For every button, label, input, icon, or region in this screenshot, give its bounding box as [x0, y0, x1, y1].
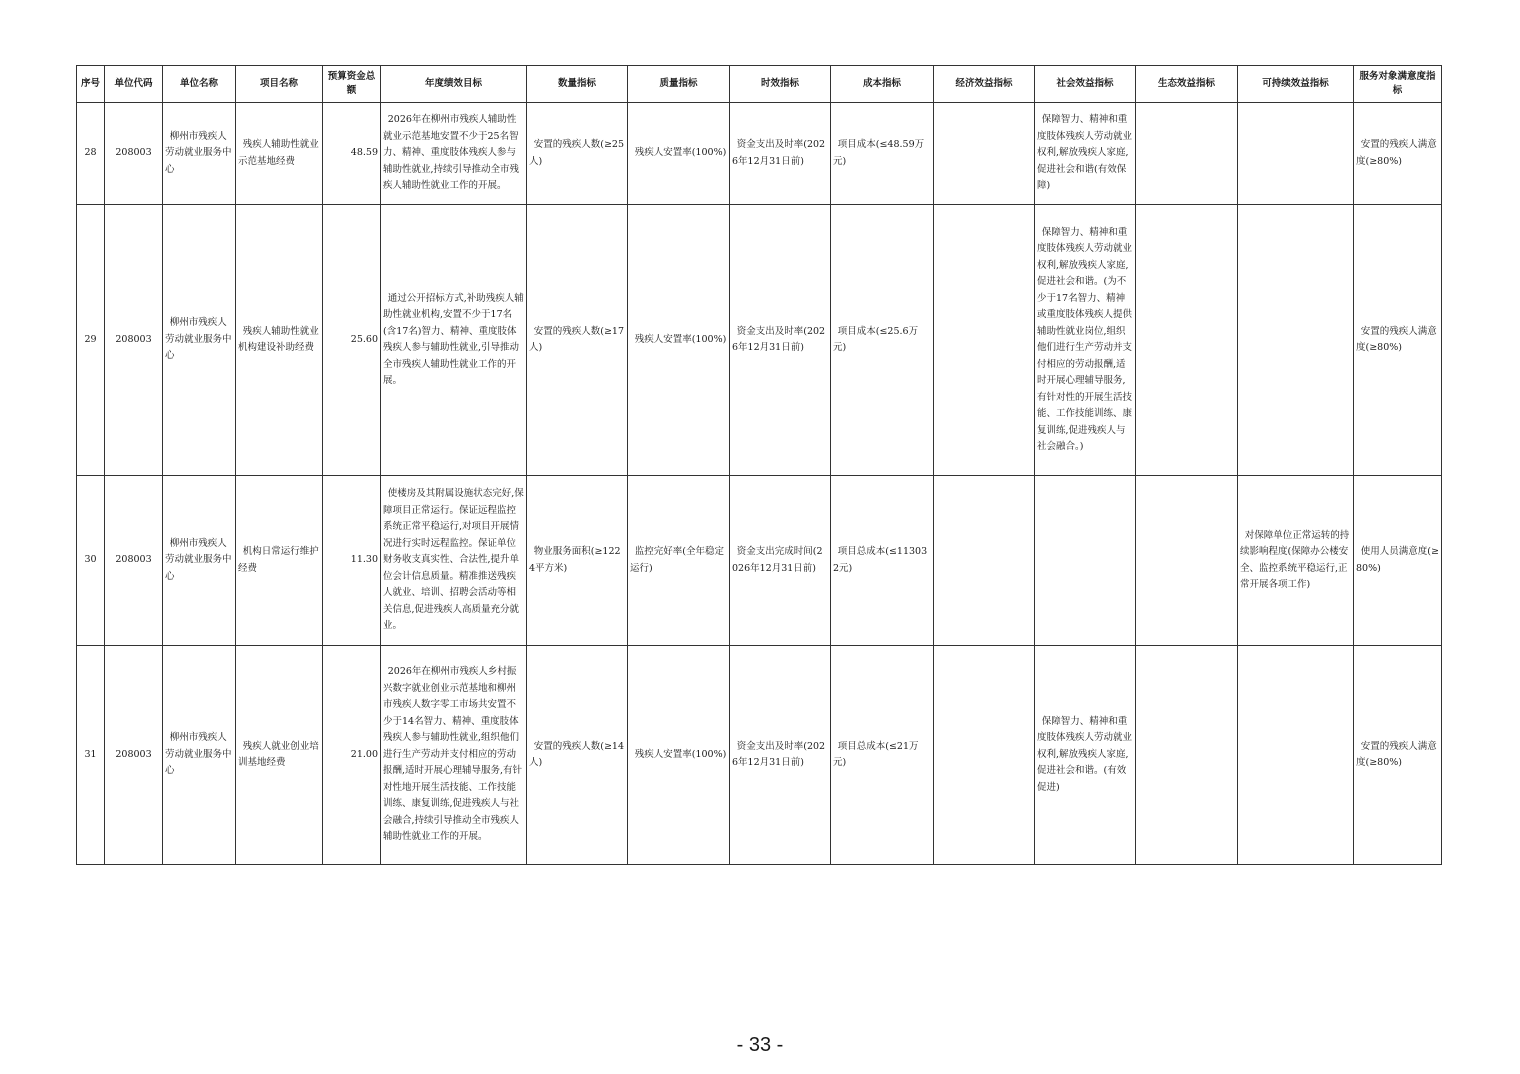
cell-goal: 2026年在柳州市残疾人辅助性就业示范基地安置不少于25名智力、精神、重度肢体残疾人参与辅助性就业,持续引导推动全市残疾人辅助性就业工作的开展。 [381, 103, 527, 205]
header-social: 社会效益指标 [1035, 66, 1136, 103]
cell-no: 31 [77, 646, 105, 865]
cell-cost: 项目成本(≤25.6万元) [831, 205, 934, 476]
cell-satisfaction: 安置的残疾人满意度(≥80%) [1354, 205, 1442, 476]
header-quantity: 数量指标 [527, 66, 628, 103]
performance-table [76, 65, 1442, 865]
cell-quality: 监控完好率(全年稳定运行) [628, 476, 730, 646]
table-row [77, 103, 1442, 205]
cell-timeliness: 资金支出及时率(2026年12月31日前) [730, 646, 831, 865]
cell-satisfaction: 使用人员满意度(≥80%) [1354, 476, 1442, 646]
header-ecological: 生态效益指标 [1136, 66, 1238, 103]
header-no: 序号 [77, 66, 105, 103]
cell-satisfaction: 安置的残疾人满意度(≥80%) [1354, 646, 1442, 865]
cell-quantity: 安置的残疾人数(≥14人) [527, 646, 628, 865]
cell-budget: 21.00 [323, 646, 381, 865]
table-row [77, 205, 1442, 476]
cell-quantity: 安置的残疾人数(≥17人) [527, 205, 628, 476]
cell-no: 29 [77, 205, 105, 476]
cell-sustainable [1238, 205, 1354, 476]
cell-no: 28 [77, 103, 105, 205]
cell-goal: 2026年在柳州市残疾人乡村振兴数字就业创业示范基地和柳州市残疾人数字零工市场共安置不少于14名智力、精神、重度肢体残疾人参与辅助性就业,组织他们进行生产劳动并支付相应的劳动报酬,适时开展心理辅导服务,有针对性地开展生活技能、工作技能训练、康复训练,促进残疾人与社会融合,持续引导推动全市残疾人辅助性就业工作的开展。 [381, 646, 527, 865]
header-quality: 质量指标 [628, 66, 730, 103]
table-row [77, 646, 1442, 865]
header-sustainable: 可持续效益指标 [1238, 66, 1354, 103]
cell-quality: 残疾人安置率(100%) [628, 646, 730, 865]
cell-goal: 使楼房及其附属设施状态完好,保障项目正常运行。保证远程监控系统正常平稳运行,对项目开展情况进行实时远程监控。保证单位财务收支真实性、合法性,提升单位会计信息质量。精准推送残疾人就业、培训、招聘会活动等相关信息,促进残疾人高质量充分就业。 [381, 476, 527, 646]
cell-economic [934, 476, 1035, 646]
cell-social [1035, 476, 1136, 646]
cell-cost: 项目成本(≤48.59万元) [831, 103, 934, 205]
cell-economic [934, 646, 1035, 865]
header-satisfaction: 服务对象满意度指标 [1354, 66, 1442, 103]
cell-cost: 项目总成本(≤113032元) [831, 476, 934, 646]
cell-sustainable [1238, 103, 1354, 205]
cell-unit: 柳州市残疾人劳动就业服务中心 [163, 476, 236, 646]
cell-social: 保障智力、精神和重度肢体残疾人劳动就业权利,解放残疾人家庭,促进社会和谐(有效保障) [1035, 103, 1136, 205]
header-timeliness: 时效指标 [730, 66, 831, 103]
cell-economic [934, 205, 1035, 476]
cell-satisfaction: 安置的残疾人满意度(≥80%) [1354, 103, 1442, 205]
cell-cost: 项目总成本(≤21万元) [831, 646, 934, 865]
cell-social: 保障智力、精神和重度肢体残疾人劳动就业权利,解放残疾人家庭,促进社会和谐。(为不少于17名智力、精神或重度肢体残疾人提供辅助性就业岗位,组织他们进行生产劳动并支付相应的劳动报酬,适时开展心理辅导服务,有针对性的开展生活技能、工作技能训练、康复训练,促进残疾人与社会融合。) [1035, 205, 1136, 476]
cell-unit: 柳州市残疾人劳动就业服务中心 [163, 103, 236, 205]
cell-ecological [1136, 103, 1238, 205]
cell-quality: 残疾人安置率(100%) [628, 205, 730, 476]
header-economic: 经济效益指标 [934, 66, 1035, 103]
cell-sustainable [1238, 646, 1354, 865]
cell-project: 机构日常运行维护经费 [236, 476, 323, 646]
cell-project: 残疾人辅助性就业机构建设补助经费 [236, 205, 323, 476]
cell-code: 208003 [105, 476, 163, 646]
cell-sustainable: 对保障单位正常运转的持续影响程度(保障办公楼安全、监控系统平稳运行,正常开展各项工作) [1238, 476, 1354, 646]
cell-quality: 残疾人安置率(100%) [628, 103, 730, 205]
cell-timeliness: 资金支出完成时间(2026年12月31日前) [730, 476, 831, 646]
cell-code: 208003 [105, 646, 163, 865]
cell-ecological [1136, 646, 1238, 865]
cell-goal: 通过公开招标方式,补助残疾人辅助性就业机构,安置不少于17名(含17名)智力、精神、重度肢体残疾人参与辅助性就业,引导推动全市残疾人辅助性就业工作的开展。 [381, 205, 527, 476]
cell-project: 残疾人辅助性就业示范基地经费 [236, 103, 323, 205]
header-row [77, 66, 1442, 103]
cell-ecological [1136, 205, 1238, 476]
cell-ecological [1136, 476, 1238, 646]
cell-timeliness: 资金支出及时率(2026年12月31日前) [730, 205, 831, 476]
cell-project: 残疾人就业创业培训基地经费 [236, 646, 323, 865]
cell-social: 保障智力、精神和重度肢体残疾人劳动就业权利,解放残疾人家庭,促进社会和谐。(有效促进) [1035, 646, 1136, 865]
cell-code: 208003 [105, 205, 163, 476]
header-cost: 成本指标 [831, 66, 934, 103]
header-budget: 预算资金总额 [323, 66, 381, 103]
cell-unit: 柳州市残疾人劳动就业服务中心 [163, 646, 236, 865]
cell-no: 30 [77, 476, 105, 646]
cell-quantity: 安置的残疾人数(≥25人) [527, 103, 628, 205]
page-number: - 33 - [736, 1034, 784, 1056]
cell-quantity: 物业服务面积(≥1224平方米) [527, 476, 628, 646]
cell-budget: 48.59 [323, 103, 381, 205]
header-project: 项目名称 [236, 66, 323, 103]
cell-budget: 25.60 [323, 205, 381, 476]
table-row [77, 476, 1442, 646]
header-unit: 单位名称 [163, 66, 236, 103]
header-code: 单位代码 [105, 66, 163, 103]
cell-budget: 11.30 [323, 476, 381, 646]
cell-timeliness: 资金支出及时率(2026年12月31日前) [730, 103, 831, 205]
cell-unit: 柳州市残疾人劳动就业服务中心 [163, 205, 236, 476]
cell-economic [934, 103, 1035, 205]
header-goal: 年度绩效目标 [381, 66, 527, 103]
cell-code: 208003 [105, 103, 163, 205]
